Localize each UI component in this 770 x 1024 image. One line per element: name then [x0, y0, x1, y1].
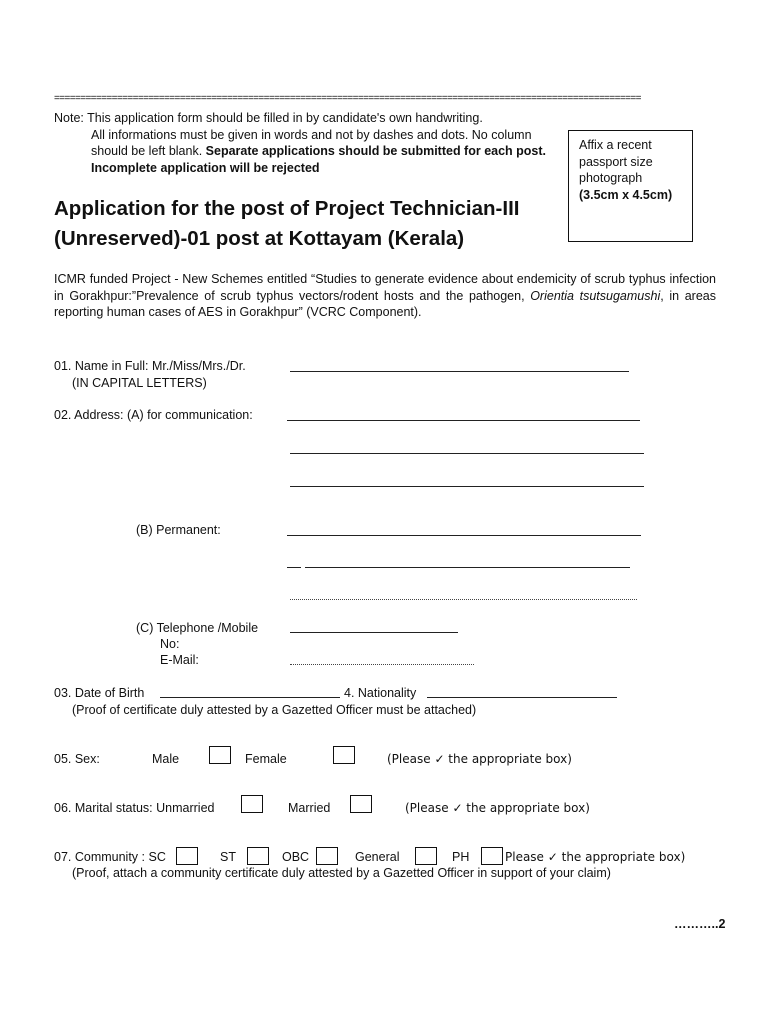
community-sc-checkbox[interactable]	[176, 847, 198, 865]
photo-line-2: passport size	[579, 154, 653, 169]
community-label: 07. Community : SC	[54, 850, 166, 864]
dob-field[interactable]	[160, 697, 340, 698]
name-sublabel: (IN CAPITAL LETTERS)	[72, 376, 207, 390]
sex-male-label: Male	[152, 752, 180, 766]
note-line-1: This application form should be filled in by candidate's own handwriting.	[87, 111, 483, 125]
community-hint: Please ✓ the appropriate box)	[505, 850, 686, 864]
community-obc-checkbox[interactable]	[316, 847, 338, 865]
marital-married-label: Married	[288, 801, 331, 815]
nationality-field[interactable]	[427, 697, 617, 698]
marital-unmarried-checkbox[interactable]	[241, 795, 263, 813]
sex-hint: (Please ✓ the appropriate box)	[387, 752, 572, 766]
name-field[interactable]	[290, 371, 629, 372]
community-st-checkbox[interactable]	[247, 847, 269, 865]
dob-label: 03. Date of Birth	[54, 686, 145, 700]
telephone-no-label: No:	[160, 637, 180, 651]
permanent-label: (B) Permanent:	[136, 523, 221, 537]
address-comm-field-3[interactable]	[290, 486, 644, 487]
marital-label: 06. Marital status: Unmarried	[54, 801, 215, 815]
title-line-1: Application for the post of Project Technician-III	[54, 197, 520, 220]
email-field[interactable]	[290, 664, 474, 665]
dob-note: (Proof of certificate duly attested by a Gazetted Officer must be attached)	[72, 703, 477, 717]
name-label: 01. Name in Full: Mr./Miss/Mrs./Dr.	[54, 359, 246, 373]
telephone-field[interactable]	[290, 632, 458, 633]
address-perm-field-2b[interactable]	[305, 567, 630, 568]
community-ph-checkbox[interactable]	[481, 847, 503, 865]
page-marker: ………..2	[674, 917, 726, 931]
telephone-label: (C) Telephone /Mobile	[136, 621, 259, 635]
community-general-label: General	[355, 850, 400, 864]
address-perm-field-3[interactable]	[290, 599, 637, 600]
address-comm-field-1[interactable]	[287, 420, 640, 421]
email-label: E-Mail:	[160, 653, 199, 667]
note-block	[54, 110, 564, 176]
photo-line-4: (3.5cm x 4.5cm)	[579, 187, 673, 202]
address-comm-field-2[interactable]	[290, 453, 644, 454]
note-line-3: should be left blank.	[91, 144, 206, 158]
nationality-label: 4. Nationality	[344, 686, 417, 700]
separator-line: ================================================================================================================	[54, 93, 641, 104]
marital-married-checkbox[interactable]	[350, 795, 372, 813]
address-perm-field-2a[interactable]	[287, 567, 301, 568]
sex-female-label: Female	[245, 752, 287, 766]
community-general-checkbox[interactable]	[415, 847, 437, 865]
intro-part-1: ICMR funded Project - New Schemes entitled “Studies to generate evidence about endemicity of scrub typhus infection in Gorakhpur:”Prevalence of scrub typhus vectors/rodent hosts and the pathogen,	[54, 272, 716, 303]
community-ph-label: PH	[452, 850, 470, 864]
community-note: (Proof, attach a community certificate duly attested by a Gazetted Officer in support of your claim)	[72, 866, 611, 880]
intro-paragraph	[54, 271, 716, 321]
intro-part-2: , in areas reporting human cases of AES in Gorakhpur” (VCRC Component).	[54, 288, 716, 319]
note-line-2: All informations must be given in words and not by dashes and dots. No column	[91, 127, 532, 142]
community-obc-label: OBC	[282, 850, 310, 864]
intro-italic: Orientia tsutsugamushi	[530, 288, 661, 303]
photo-box[interactable]	[568, 130, 693, 242]
community-st-label: ST	[220, 850, 236, 864]
page-title	[54, 194, 554, 254]
sex-label: 05. Sex:	[54, 752, 100, 766]
address-label: 02. Address: (A) for communication:	[54, 408, 253, 422]
photo-line-3: photograph	[579, 171, 643, 185]
address-perm-field-1[interactable]	[287, 535, 641, 536]
marital-hint: (Please ✓ the appropriate box)	[405, 801, 590, 815]
note-line-4: Incomplete application will be rejected	[91, 160, 320, 175]
note-label: Note:	[54, 111, 84, 125]
sex-male-checkbox[interactable]	[209, 746, 231, 764]
title-line-2: (Unreserved)-01 post at Kottayam (Kerala)	[54, 227, 465, 250]
photo-line-1: Affix a recent	[579, 138, 652, 152]
note-line-3-bold: Separate applications should be submitted for each post.	[205, 144, 547, 158]
sex-female-checkbox[interactable]	[333, 746, 355, 764]
